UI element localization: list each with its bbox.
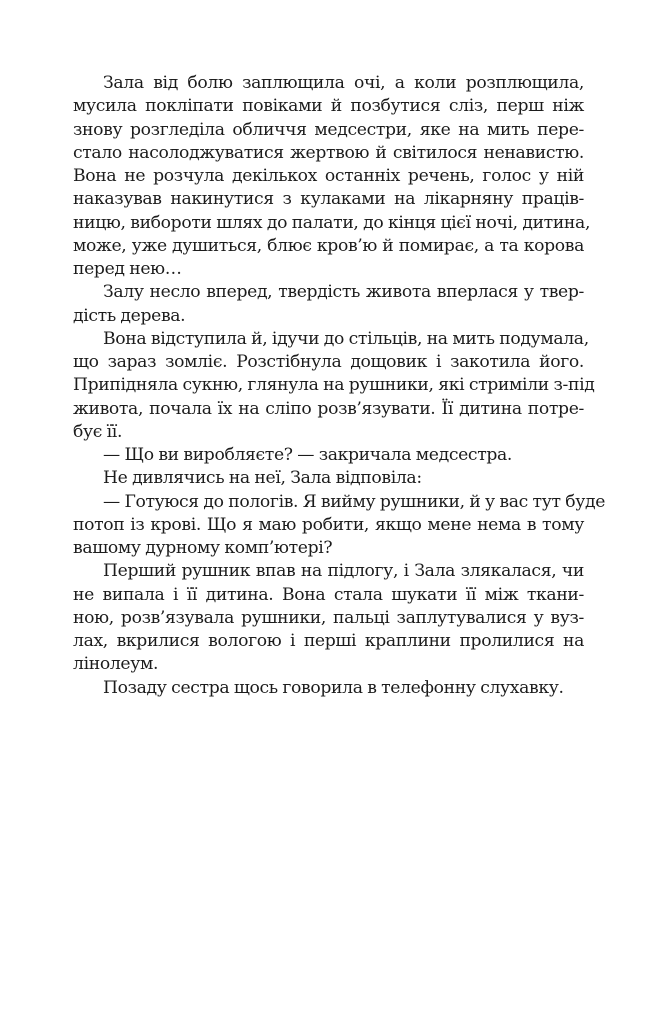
text-line: вашому дурному комп’ютері? xyxy=(73,538,333,558)
dialogue-paragraph xyxy=(73,491,606,561)
paragraph xyxy=(73,677,584,700)
text-line: — Готуюся до пологів. Я вийму рушники, й у вас тут буде xyxy=(103,491,606,512)
text-line: бує її. xyxy=(73,421,123,442)
text-line: стало насолоджуватися жертвою й світилося ненавистю. xyxy=(73,142,584,163)
text-line: ною, розв’язувала рушники, пальці заплутувалися у вуз- xyxy=(73,607,584,628)
text-line: що зараз зомліє. Розстібнула дощовик і закотила його. xyxy=(73,352,584,372)
dialogue-paragraph xyxy=(73,444,584,467)
text-line: живота, почала їх на сліпо розв’язувати. Її дитина потре- xyxy=(73,398,584,419)
text-line: — Що ви виробляєте? — закричала медсестра. xyxy=(103,445,513,465)
text-line: може, уже душиться, блює кров’ю й помирає, а та корова xyxy=(73,235,584,256)
text-line: не випала і її дитина. Вона стала шукати її між ткани- xyxy=(73,584,584,605)
paragraph xyxy=(73,72,591,281)
text-line: ницю, вибороти шлях до палати, до кінця цієї ночі, дитина, xyxy=(73,212,591,233)
text-line: Позаду сестра щось говорила в телефонну слухавку. xyxy=(103,677,564,698)
text-line: мусила покліпати повіками й позбутися сліз, перш ніж xyxy=(73,96,584,117)
text-line: дість дерева. xyxy=(73,305,186,326)
text-line: потоп із крові. Що я маю робити, якщо мене нема в тому xyxy=(73,514,584,535)
text-line: наказував накинутися з кулаками на лікарняну праців- xyxy=(73,189,584,210)
text-line: Не дивлячись на неї, Зала відповіла: xyxy=(103,468,422,489)
paragraph xyxy=(73,281,584,328)
text-line: Перший рушник впав на підлогу, і Зала злякалася, чи xyxy=(103,561,584,582)
text-line: Залу несло вперед, твердість живота вперлася у твер- xyxy=(103,282,584,303)
text-line: Вона не розчула декількох останніх речень, голос у ній xyxy=(73,166,584,186)
paragraph xyxy=(73,328,595,444)
text-line: лінолеум. xyxy=(73,654,159,675)
text-line: перед нею… xyxy=(73,259,182,279)
paragraph xyxy=(73,467,584,490)
text-line: лах, вкрилися вологою і перші краплини пролилися на xyxy=(73,631,584,651)
text-line: Вона відступила й, ідучи до стільців, на мить подумала, xyxy=(103,328,589,349)
text-line: Зала від болю заплющила очі, а коли розплющила, xyxy=(103,73,584,93)
paragraph xyxy=(73,560,584,676)
book-page xyxy=(73,72,606,700)
text-line: Припідняла сукню, глянула на рушники, які стриміли з-під xyxy=(73,375,595,396)
text-line: знову розгледіла обличчя медсестри, яке на мить пере- xyxy=(73,119,584,140)
